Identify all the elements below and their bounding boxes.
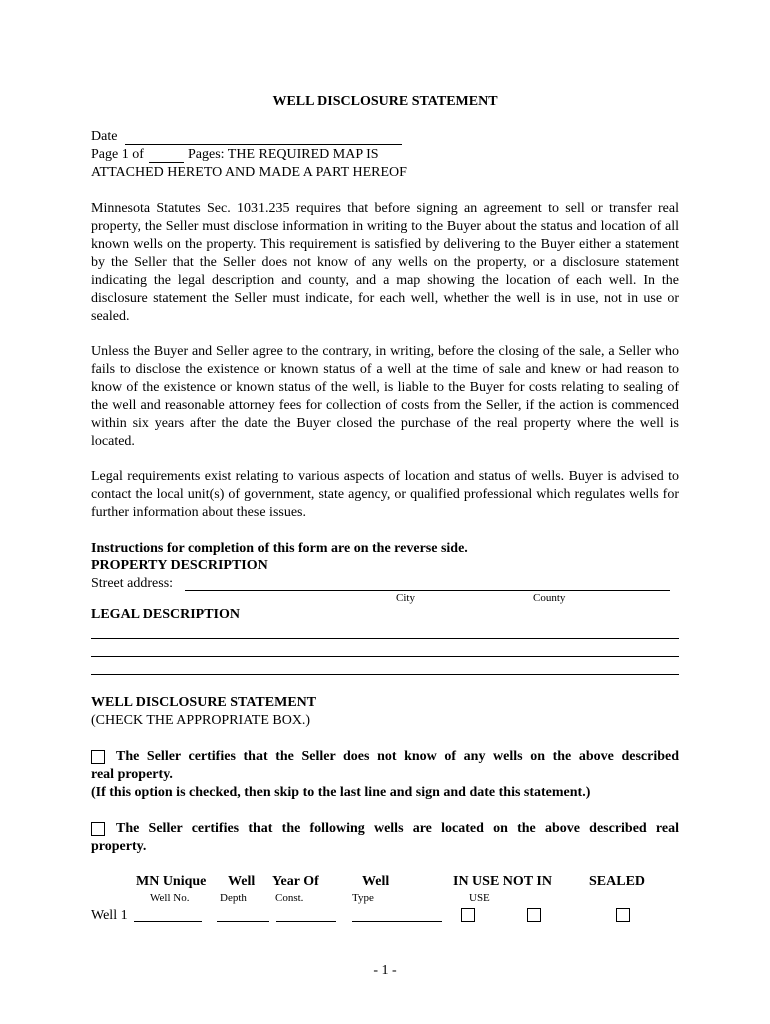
sub-header-depth: Depth	[220, 892, 247, 904]
col-header-well: Well	[228, 874, 256, 889]
statute-paragraph: Minnesota Statutes Sec. 1031.235 requires that before signing an agreement to sell or transfer real property, the Seller must disclose information in writing to the Buyer about the status and location of all known wells on the property. This requirement is satisfied by delivering to the Buyer either a statement by the Seller that the Seller does not know of any wells on the property, or a disclosure statement indicating the legal description and county, and a map showing the location of each well. In the disclosure statement the Seller must indicate, for each well, whether the well is in use, not in use or sealed.	[91, 201, 679, 324]
well-1-not-in-use-checkbox[interactable]	[527, 908, 541, 922]
sub-header-const: Const.	[275, 892, 304, 904]
option-no-wells-note: (If this option is checked, then skip to the last line and sign and date this statement.)	[91, 785, 591, 800]
well-1-type-field[interactable]	[352, 921, 442, 922]
liability-paragraph: Unless the Buyer and Seller agree to the contrary, in writing, before the closing of the sale, a Seller who fails to disclose the existence or known status of a well at the time of sale and knew or had reason to know of the existence or known status of the well, is liable to the Buyer for costs relating to sealing of the well and reasonable attorney fees for collection of costs from the Seller, if the action is commenced within six years after the date the Buyer closed the purchase of the real property where the well is located.	[91, 344, 679, 449]
county-label: County	[533, 592, 566, 604]
well-1-year-const-field[interactable]	[276, 921, 336, 922]
wells-located-checkbox[interactable]	[91, 822, 105, 836]
col-header-in-use-not-in: IN USE NOT IN	[453, 874, 552, 889]
date-label: Date	[91, 129, 118, 144]
option-no-wells-text-cont: real property.	[91, 767, 173, 782]
sub-header-use: USE	[469, 892, 490, 904]
col-header-sealed: SEALED	[589, 874, 646, 889]
instructions-note: Instructions for completion of this form are on the reverse side.	[91, 541, 468, 556]
sub-header-type: Type	[352, 892, 374, 904]
required-map-text: Pages: THE REQUIRED MAP IS	[188, 147, 379, 162]
option-no-wells-text: The Seller certifies that the Seller does not know of any wells on the above described	[116, 749, 679, 764]
legal-requirements-paragraph: Legal requirements exist relating to various aspects of location and status of wells. Buyer is advised to contact the local unit(s) of government, state agency, or qualified professional which regulates wells for further information about these issues.	[91, 469, 679, 520]
page-number: - 1 -	[373, 963, 397, 978]
well-disclosure-heading: WELL DISCLOSURE STATEMENT	[91, 695, 317, 710]
date-field[interactable]	[125, 144, 402, 145]
sub-header-well-no: Well No.	[150, 892, 190, 904]
well-1-in-use-checkbox[interactable]	[461, 908, 475, 922]
well-1-unique-no-field[interactable]	[134, 921, 202, 922]
col-header-mn-unique: MN Unique	[136, 874, 207, 889]
legal-description-line-3[interactable]	[91, 674, 679, 675]
well-1-sealed-checkbox[interactable]	[616, 908, 630, 922]
well-row-label: Well 1	[91, 908, 128, 923]
well-1-depth-field[interactable]	[217, 921, 269, 922]
page-count-field[interactable]	[149, 162, 184, 163]
city-label: City	[396, 592, 415, 604]
option-wells-located-text: The Seller certifies that the following wells are located on the above described real	[116, 821, 679, 836]
col-header-year-of: Year Of	[272, 874, 319, 889]
legal-description-heading: LEGAL DESCRIPTION	[91, 607, 240, 622]
page-title: WELL DISCLOSURE STATEMENT	[272, 94, 498, 109]
page-of-label: Page 1 of	[91, 147, 144, 162]
street-address-field[interactable]	[185, 590, 670, 591]
option-wells-located-text-cont: property.	[91, 839, 147, 854]
property-description-heading: PROPERTY DESCRIPTION	[91, 558, 268, 573]
street-address-label: Street address:	[91, 576, 174, 591]
check-box-instruction: (CHECK THE APPROPRIATE BOX.)	[91, 713, 311, 728]
legal-description-line-1[interactable]	[91, 638, 679, 639]
attached-hereto-text: ATTACHED HERETO AND MADE A PART HEREOF	[91, 165, 407, 180]
no-wells-checkbox[interactable]	[91, 750, 105, 764]
legal-description-line-2[interactable]	[91, 656, 679, 657]
col-header-well-type: Well	[362, 874, 390, 889]
